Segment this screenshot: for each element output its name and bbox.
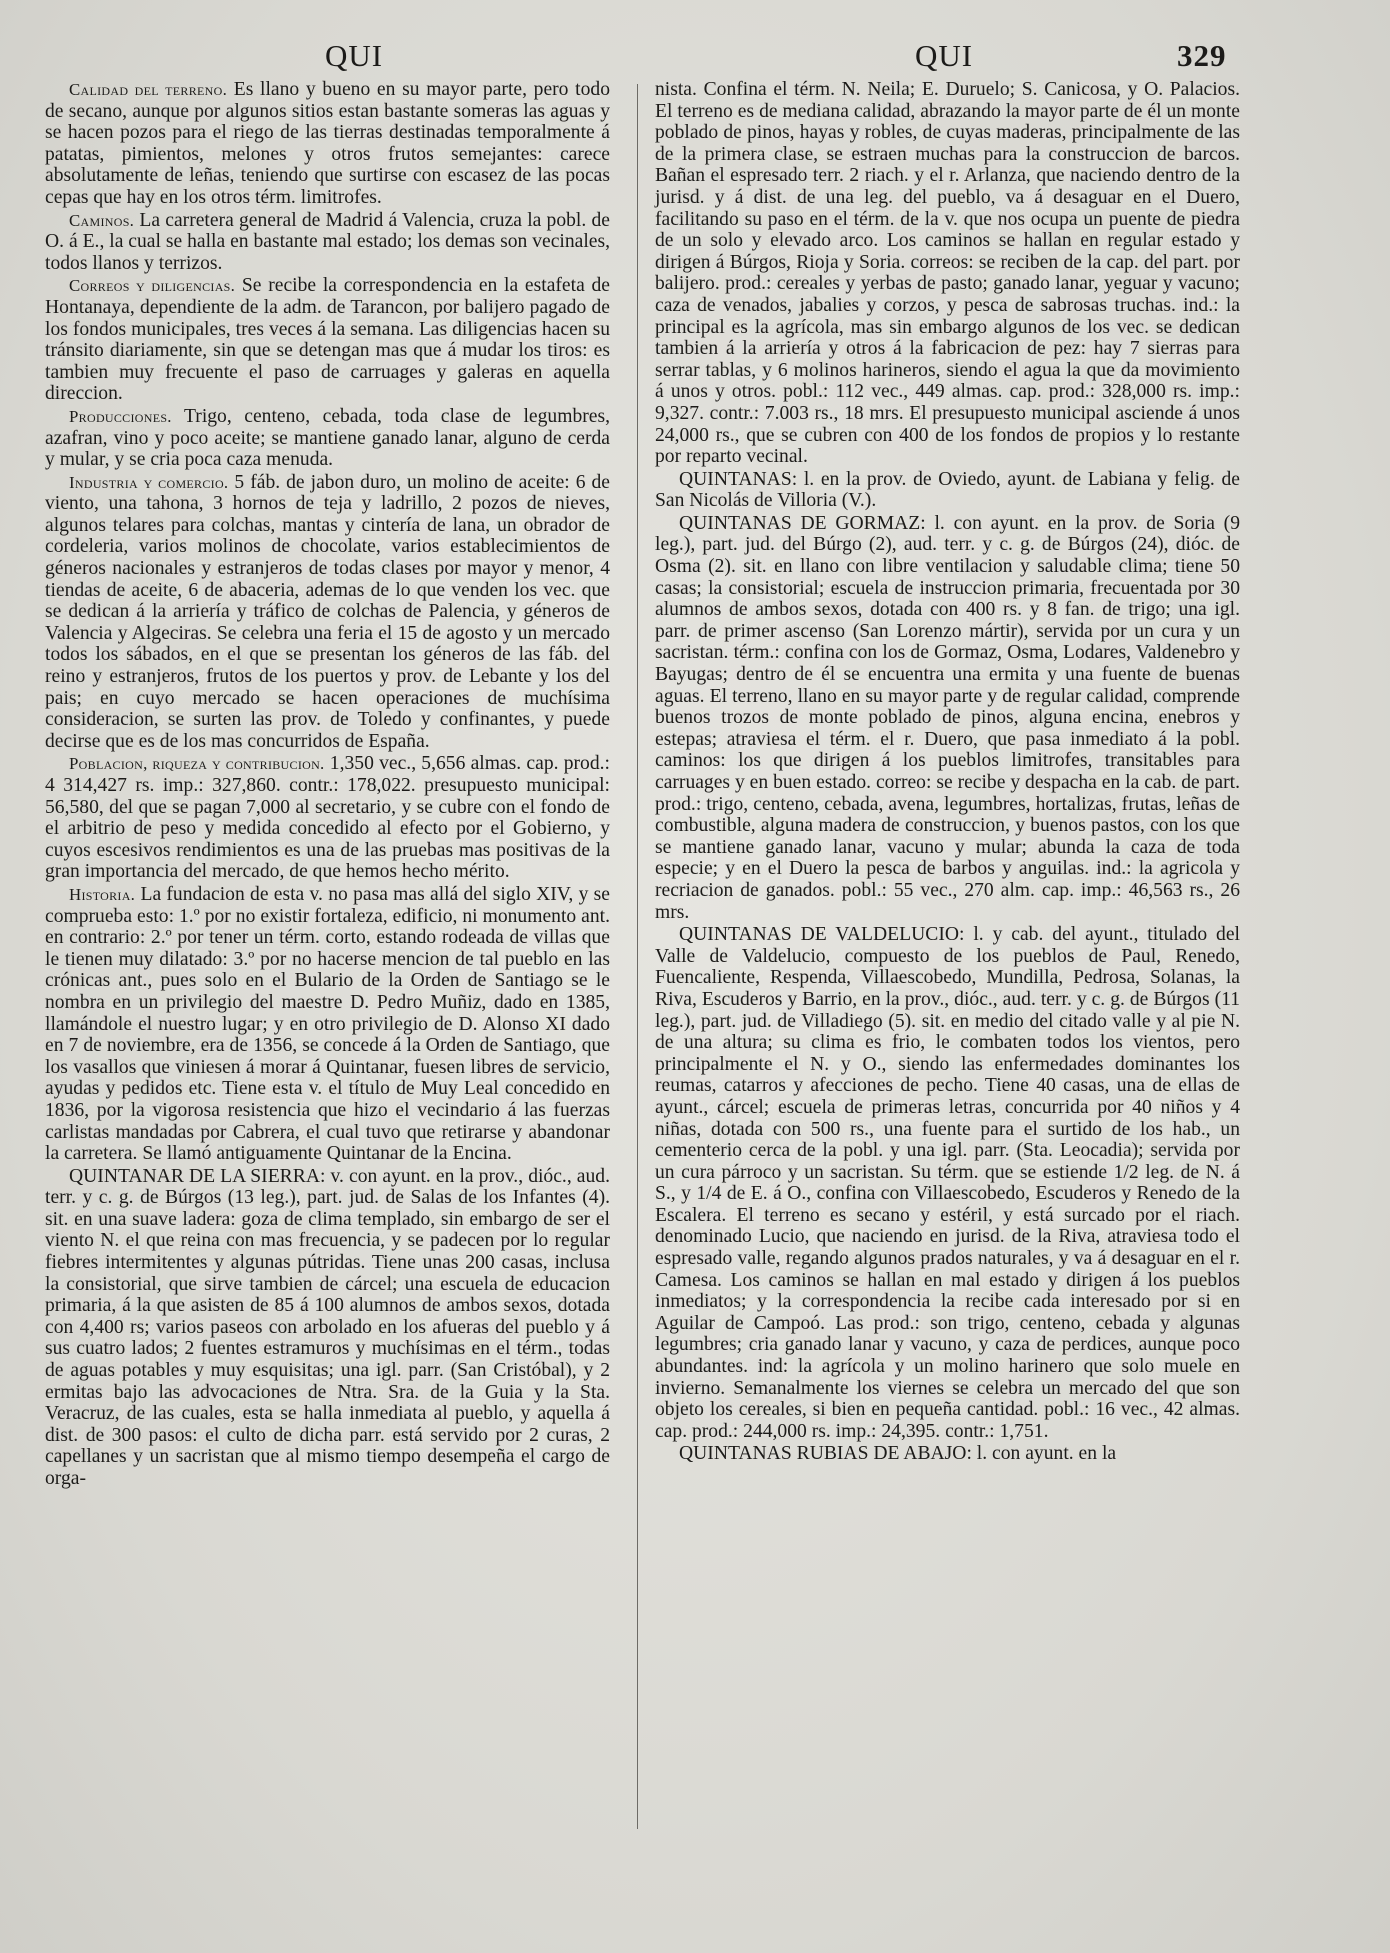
entry-heading: Caminos.	[69, 210, 135, 230]
entry-text: QUINTANAS: l. en la prov. de Oviedo, ayunt. de Labiana y felig. de San Nicolás de Villoria (V.).	[655, 468, 1240, 512]
entry-heading: Poblacion, riqueza y contribucion.	[69, 754, 325, 774]
entry-text: Trigo, centeno, cebada, toda clase de legumbres, azafran, vino y poco aceite; se mantiene ganado lanar, alguno de cerda y mular, y se cria poca caza menuda.	[45, 405, 610, 471]
entry-quintanas-de-valdelucio	[655, 924, 1240, 1442]
entry-heading: Calidad del terreno.	[69, 80, 228, 99]
entry-text: Es llano y bueno en su mayor parte, pero todo de secano, aunque por algunos sitios estan bastante someras las aguas y se hacen pozos para el riego de las tierras destinadas temporalmente á patatas, pimientos, melones y otros frutos semejantes: carece absolutamente de leñas, teniendo que surtirse con escasez de las pocas cepas que hay en los otros térm. limitrofes.	[45, 79, 610, 208]
entry-text: 1,350 vec., 5,656 almas. cap. prod.: 4 314,427 rs. imp.: 327,860. contr.: 178,022. presupuesto municipal: 56,580, del que se pagan 7,000 al secretario, y se cubre con el fondo de el arbitrio de peso y medida concedido al efecto por el Gobierno, y cuyos escesivos rendimientos es una de las pruebas mas positivas de la gran importancia del mercado, de que hemos hecho mérito.	[45, 753, 610, 883]
entry-text: La fundacion de esta v. no pasa mas allá del siglo XIV, y se comprueba esto: 1.º por no existir fortaleza, edificio, ni monumento ant. en contrario: 2.º por tener un térm. corto, estando rodeada de villas que le tienen muy dilatado: 3.º por no hacerse mencion de tal pueblo en las crónicas ant., pues solo en el Bulario de la Orden de Santiago se le nombra en un privilegio del maestre D. Pedro Muñiz, dado en 1385, llamándole el nuestro lugar; y en otro privilegio de D. Alonso XI dado en 7 de noviembre, era de 1356, se concede á la Orden de Santiago, que los vasallos que viniesen á morar á Quintanar, fuesen libres de servicio, ayudas y pedidos etc. Tiene esta v. el título de Muy Leal concedido en 1836, por la vigorosa resistencia que hizo el vecindario á las fuerzas carlistas mandadas por Cabrera, el cual tuvo que retirarse y abandonar la carretera. Se llamó antiguamente Quintanar de la Encina.	[45, 883, 610, 1165]
entry-calidad	[45, 79, 610, 209]
entry-poblacion	[45, 753, 610, 883]
entry-historia	[45, 884, 610, 1165]
entry-text: QUINTANAR DE LA SIERRA: v. con ayunt. en la prov., dióc., aud. terr. y c. g. de Búrgos (13 leg.), part. jud. de Salas de los Infantes (4). sit. en una suave ladera: goza de clima templado, sin embargo de ser el viento N. el que reina con mas frecuencia, y se padecen por lo regular fiebres intermitentes y algunas pútridas. Tiene unas 200 casas, inclusa la consistorial, que sirve tambien de cárcel; una escuela de educacion primaria, á la que asisten de 85 á 100 alumnos de ambos sexos, dotada con 4,400 rs; varios paseos con arbolado en los afueras del pueblo y á sus cuatro lados; 2 fuentes estramuros y muchísimas en el térm., todas de aguas potables y muy esquisitas; una igl. parr. (San Cristóbal), y 2 ermitas bajo las advocaciones de Ntra. Sra. de la Guia y la Sta. Veracruz, de las cuales, esta se halla inmediata al pueblo, y aquella á dist. de 300 pasos: el culto de dicha parr. está servido por 2 curas, 2 capellanes y un sacristan que al mismo tiempo desempeña el cargo de orga-	[45, 1165, 610, 1489]
entry-heading: Producciones.	[69, 406, 172, 426]
left-column	[45, 78, 610, 1490]
entry-text: QUINTANAS RUBIAS DE ABAJO: l. con ayunt. en la	[679, 1443, 1117, 1465]
entry-text: 5 fáb. de jabon duro, un molino de aceite: 6 de viento, una tahona, 3 hornos de teja y ladrillo, 2 pozos de nieves, algunos telares para colchas, mantas y cintería de lana, un obrador de cordeleria, varios molinos de chocolate, varios establecimientos de géneros nacionales y estranjeros de todas clases por mayor y menor, 4 tiendas de aceite, 6 de abaceria, ademas de lo que venden los vec. que se dedican á la arriería y tráfico de colchas de Palencia, y géneros de Valencia y Algeciras. Se celebra una feria el 15 de agosto y un mercado todos los sábados, en el que se presentan los géneros de las fáb. del reino y estranjeros, frutos de los puertos y prov. de Lebante y los del pais; en cuyo mercado se hacen operaciones de muchísima consideracion, se surten las prov. de Toledo y confinantes, y puede decirse que es de los mas concurridos de España.	[45, 471, 610, 752]
entry-text: QUINTANAS DE GORMAZ: l. con ayunt. en la prov. de Soria (9 leg.), part. jud. del Búrgo (2), aud. terr. y c. g. de Búrgos (24), dióc. de Osma (2). sit. en llano con libre ventilacion y saludable clima; tiene 50 casas; la consistorial; escuela de instruccion primaria, frecuentada por 30 alumnos de ambos sexos, dotada con 400 rs. y 8 fan. de trigo; una igl. parr. de primer ascenso (San Lorenzo mártir), servida por un cura y un sacristan. térm.: confina con los de Gormaz, Osma, Lodares, Valdenebro y Bayugas; dentro de él se encuentra una ermita y una fuente de buenas aguas. El terreno, llano en su mayor parte y de regular calidad, comprende buenos trozos de monte poblado de pinos, alguna encina, enebros y estepas; atraviesa el térm. el r. Duero, que pasa inmediato á la pobl. caminos: los que dirigen á los pueblos limitrofes, transitables para carruages y en buen estado. correo: se recibe y despacha en la cab. de part. prod.: trigo, centeno, cebada, avena, legumbres, hortalizas, frutas, leñas de combustible, alguna madera de construccion, y buenos pastos, con los que se mantiene ganado lanar, vacuno y mular; abunda la caza de toda especie; y en el Duero la pesca de barbos y anguilas. ind.: la agricola y recriacion de ganados. pobl.: 55 vec., 270 alm. cap. imp.: 46,563 rs., 26 mrs.	[655, 512, 1240, 923]
entry-quintanas-rubias-de-abajo	[655, 1443, 1240, 1465]
entry-heading: Industria y comercio.	[69, 472, 229, 492]
entry-producciones	[45, 406, 610, 471]
column-divider	[637, 84, 638, 1829]
running-head-left: QUI	[325, 38, 384, 73]
page-number: 329	[1177, 38, 1227, 73]
running-head-right: QUI	[915, 38, 974, 73]
entry-text: QUINTANAS DE VALDELUCIO: l. y cab. del ayunt., titulado del Valle de Valdelucio, compuesto de los pueblos de Paul, Renedo, Fuencaliente, Respenda, Villaescobedo, Mundilla, Pedrosa, Solanas, la Riva, Escuderos y Barrio, en la prov., dióc., aud. terr. y c. g. de Búrgos (11 leg.), part. jud. de Villadiego (5). sit. en medio del citado valle y al pie N. de una altura; su clima es frio, le combaten todos los vientos, pero principalmente el N. y O., siendo las enfermedades dominantes los reumas, catarros y afecciones de pecho. Tiene 40 casas, una de ellas de ayunt., cárcel; escuela de primeras letras, concurrida por 40 niños y 4 niñas, dotada con 500 rs., una fuente para el surtido de los hab., un cementerio cerca de la pobl. y una igl. parr. (Sta. Leocadia); servida por un cura párroco y un sacristan. Su térm. que se estiende 1/2 leg. de N. á S., y 1/4 de E. á O., confina con Villaescobedo, Escuderos y Renedo de la Escalera. El terreno es secano y estéril, y está surcado por el riach. denominado Lucio, que naciendo en jurisd. de la Riva, atraviesa todo el espresado valle, regando algunos prados naturales, y va á desaguar en el r. Camesa. Los caminos se hallan en mal estado y dirigen á los pueblos inmediatos; y la correspondencia la recibe cada interesado por si en Aguilar de Campoó. Las prod.: son trigo, centeno, cebada y algunas legumbres; cria ganado lanar y vacuno, y caza de perdices, aunque poco abundantes. ind: la agrícola y un molino harinero que solo muele en invierno. Semanalmente los viernes se celebra un mercado del que son objeto los cereales, si bien en pequeña cantidad. pobl.: 16 vec., 42 almas. cap. prod.: 244,000 rs. imp.: 24,395. contr.: 1,751.	[655, 924, 1240, 1442]
entry-heading: Correos y diligencias.	[69, 276, 236, 296]
entry-quintanas	[655, 469, 1240, 512]
entry-quintanas-de-gormaz	[655, 513, 1240, 923]
entry-text: La carretera general de Madrid á Valencia, cruza la pobl. de O. á E., la cual se halla en bastante mal estado; los demas son vecinales, todos llanos y terrizos.	[45, 209, 610, 274]
entry-industria	[45, 472, 610, 753]
right-column	[655, 78, 1240, 1465]
entry-caminos	[45, 210, 610, 275]
entry-text: Se recibe la correspondencia en la estafeta de Hontanaya, dependiente de la adm. de Tarancon, por balijero pagado de los fondos municipales, tres veces á la semana. Las diligencias hacen su tránsito diariamente, sin que se detengan mas que á mudar los tiros: es tambien muy frecuente el paso de carruages y galeras en aquella direccion.	[45, 275, 610, 405]
entry-quintanar-de-la-sierra	[45, 1166, 610, 1490]
entry-text: nista. Confina el térm. N. Neila; E. Duruelo; S. Canicosa, y O. Palacios. El terreno es de mediana calidad, abrazando la mayor parte de él un monte poblado de pinos, hayas y robles, de cuyas maderas, principalmente de las de la primera clase, se estraen muchas para la construccion de barcos. Bañan el espresado terr. 2 riach. y el r. Arlanza, que naciendo dentro de la jurisd. y á dist. de una leg. del pueblo, va á desaguar en el Duero, facilitando su paso en el térm. de la v. que nos ocupa un puente de piedra de un solo y elevado arco. Los caminos se hallan en regular estado y dirigen á Búrgos, Rioja y Soria. correos: se reciben de la cap. del part. por balijero. prod.: cereales y yerbas de pasto; ganado lanar, yeguar y vacuno; caza de venados, jabalies y corzos, y pesca de sabrosas truchas. ind.: la principal es la agrícola, mas sin embargo algunos de los vec. se dedican tambien á la arriería y otros á la fabricacion de pez: hay 7 sierras para serrar tablas, y 6 molinos harineros, siendo el agua la que da movimiento á unos y otros. pobl.: 112 vec., 449 almas. cap. prod.: 328,000 rs. imp.: 9,327. contr.: 7.003 rs., 18 mrs. El presupuesto municipal asciende á unos 24,000 rs., que se cubren con 400 de los fondos de propios y lo restante por reparto vecinal.	[655, 79, 1240, 468]
entry-continuation	[655, 79, 1240, 468]
entry-heading: Historia.	[69, 884, 136, 904]
entry-correos	[45, 275, 610, 405]
